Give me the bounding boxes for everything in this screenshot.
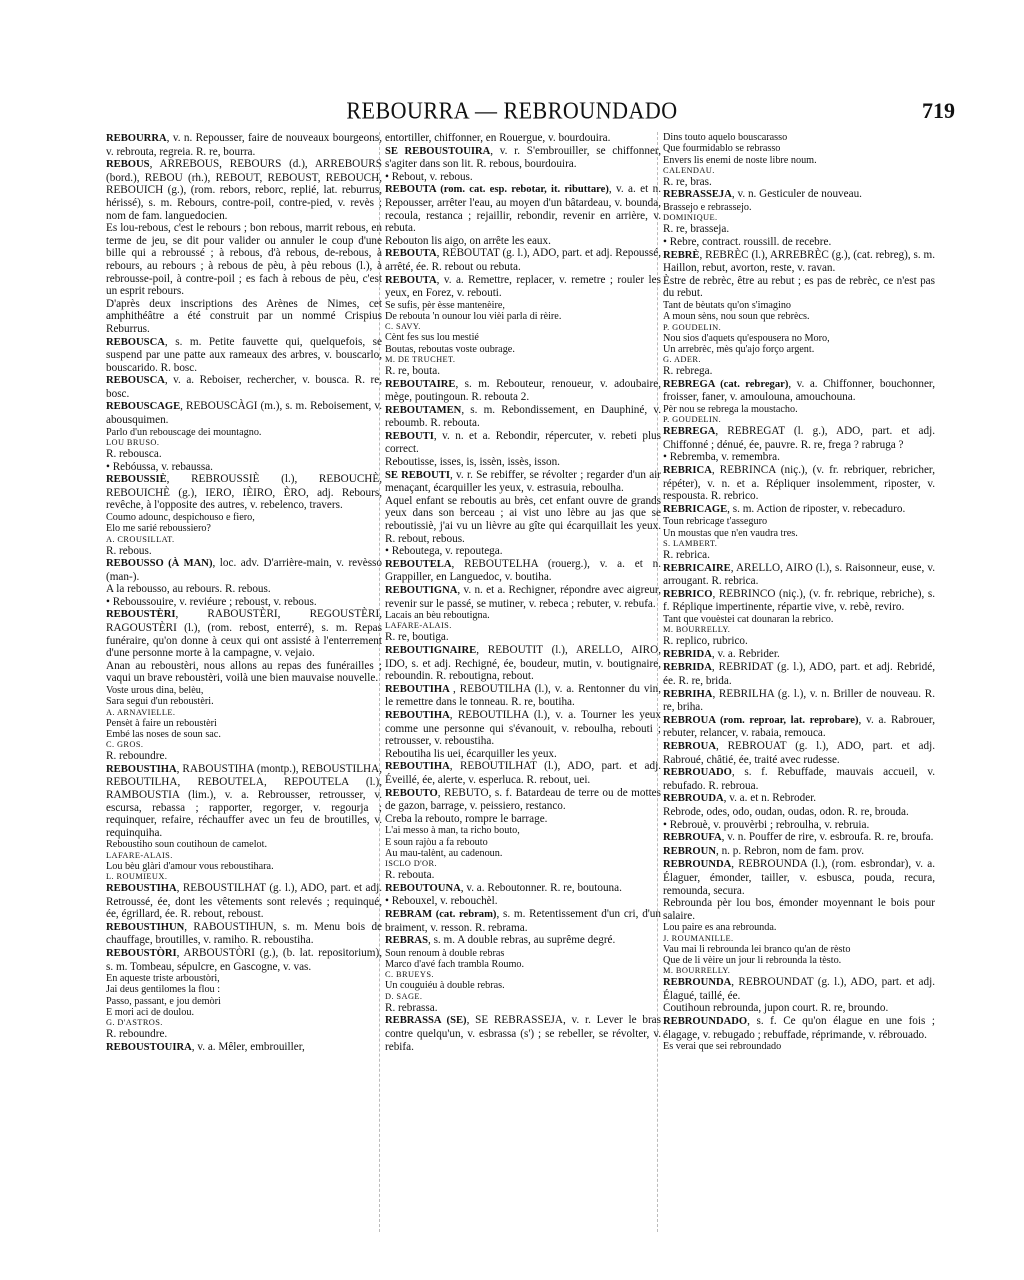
dictionary-entry: REBRAM (cat. rebram), s. m. Retentissement d'un cri, d'un braiment, v. resson. R. rebrama.	[385, 908, 661, 934]
dictionary-entry: REBOUSCAGE, REBOUSCÀGI (m.), s. m. Reboisement, v. abousquimen.	[106, 400, 382, 427]
dictionary-entry: REBRÈ, REBRÈC (l.), ARREBRÈC (g.), (cat. rebreg), s. m. Haillon, rebut, avorton, reste, v. ravan.	[663, 248, 935, 275]
quotation-verse: Tant de bèutats qu'on s'imagino A moun sèns, nou soun que rebrècs.	[663, 299, 810, 323]
dictionary-entry: REBRICO, REBRINCO (niç.), (v. fr. rebrique, rebriche), s. f. Réplique impertinente, répartie vive, v. rebè, reviro.	[663, 587, 935, 614]
quotation-author: M. BOURRELLY.	[663, 625, 731, 635]
quotation-verse: Vau mai li rebrounda lei branco qu'an de rèsto Que de li vèire un jour li rebrounda la tèsto.	[663, 943, 851, 966]
dictionary-entry: • Reboussouire, v. reviéure ; reboust, v. rebous.	[106, 595, 317, 608]
quotation-verse: Un couguiéu à double rebras.	[385, 980, 505, 992]
quotation-author: M. BOURRELLY.	[663, 966, 731, 976]
quotation-author: M. DE TRUCHET.	[385, 354, 456, 364]
dictionary-entry: REBOUSTIHA, REBOUSTILHAT (g. l.), ADO, part. et adj. Retroussé, ée, dont les vêtements sont relevés ; requinqué, ée, égrillard, ée. R. rebout, reboust.	[106, 881, 382, 921]
dictionary-entry: R. re, bouta.	[385, 364, 440, 377]
quotation-verse: Pensèt à faire un reboustèri Embé las noses de soun sac.	[106, 717, 221, 740]
dictionary-entry: REBOUSTÒRI, ARBOUSTÒRI (g.), (b. lat. repositorium), s. m. Tombeau, sépulcre, en Gascogne, v. vas.	[106, 946, 382, 973]
column-middle	[385, 132, 661, 1053]
quotation-verse: Nou sios d'aquets qu'espousera no Moro, Un arrebrèc, mès qu'ajo forço argent.	[663, 332, 830, 355]
dictionary-entry: R. reboundre.	[106, 750, 168, 763]
quotation-author: P. GOUDELIN.	[663, 322, 722, 332]
quotation-verse: Cènt fes sus lou mestié Boutas, reboutas voste oubrage.	[385, 332, 515, 355]
dictionary-entry: R. rebouta.	[385, 869, 435, 882]
dictionary-entry: REBOUTAIRE, s. m. Rebouteur, renoueur, v. adoubaire, mège, poutingoun. R. rebouta 2.	[385, 377, 661, 404]
dictionary-entry: REBROUA (rom. reproar, lat. reprobare), v. a. Rabrouer, rebuter, relancer, v. rabaia, remouca.	[663, 713, 936, 740]
quotation-verse: Brassejo e rebrassejo.	[663, 202, 752, 214]
quotation-verse: L'ai messo à man, ta richo bouto, E soun rajòu a fa rebouto Au mau-talènt, au cadenoun.	[385, 825, 520, 859]
page-header-title: REBOURRA — REBROUNDADO	[346, 96, 678, 125]
dictionary-entry: • Reboutega, v. repoutega.	[385, 545, 503, 558]
dictionary-entry: REBRICAGE, s. m. Action de riposter, v. rebecaduro.	[663, 502, 906, 515]
dictionary-entry: R. re, bras.	[663, 175, 712, 188]
dictionary-entry: SE REBOUSTOUIRA, v. r. S'embrouiller, se chiffonner, s'agiter dans son lit. R. rebous, bourdouira.	[385, 144, 661, 171]
quotation-author: C. BRUEYS.	[385, 970, 434, 980]
dictionary-entry: REBOUTOUNA, v. a. Reboutonner. R. re, boutouna.	[385, 881, 622, 894]
dictionary-entry: R. re, boutiga.	[385, 631, 449, 644]
dictionary-entry: REBROUNDA, REBROUNDAT (g. l.), ADO, part. et adj. Élagué, taillé, ée.	[663, 976, 935, 1002]
dictionary-entry: REBOUTAMEN, s. m. Rebondissement, en Dauphiné, v. reboumb. R. rebouta.	[385, 403, 661, 430]
quotation-author: J. ROUMANILLE.	[663, 933, 734, 943]
quotation-verse: Tant que vouèstei cat dounaran la rebrico.	[663, 613, 834, 625]
quotation-author: ISCLO D'OR.	[385, 859, 437, 869]
dictionary-entry: REBREGA (cat. rebregar), v. a. Chiffonner, bouchonner, froisser, faner, v. amoulouna, amouchouna.	[663, 377, 935, 404]
dictionary-entry: A la rebousso, au rebours. R. rebous.	[106, 583, 271, 596]
dictionary-entry: REBOUTELA, REBOUTELHA (rouerg.), v. a. et n. Grappiller, en Languedoc, v. boutiha.	[385, 557, 661, 584]
dictionary-entry: • Rebouxel, v. rebouchèl.	[385, 895, 498, 908]
dictionary-entry: R. reboundre.	[106, 1028, 168, 1041]
dictionary-entry: REBROUA, REBROUAT (g. l.), ADO, part. et adj. Rabroué, châtié, ée, traité avec rudesse.	[663, 739, 935, 766]
dictionary-entry: • Rebrouè, v. prouvèrbi ; rebroulha, v. rebruia.	[663, 818, 870, 831]
quotation-verse: Lou bèu glàri d'amour vous reboustihara.	[106, 860, 274, 872]
dictionary-entry: REBRICAIRE, ARELLO, AIRO (l.), s. Raisonneur, euse, v. arrougant. R. rebrica.	[663, 561, 935, 588]
dictionary-entry: REBOUTIHA, REBOUTILHAT (l.), ADO, part. et adj. Éveillé, ée, alerte, v. esperluca. R. rebout, uei.	[385, 760, 661, 787]
dictionary-entry: REBRASSA (SE), SE REBRASSEJA, v. r. Lever le bras contre quelqu'un, v. esbrassa (s') ; se rebeller, se révolter, v. rebifa.	[385, 1014, 661, 1053]
dictionary-entry: Reboutisse, isses, is, issèn, issès, isson.	[385, 456, 560, 469]
dictionary-entry: R. rebrica.	[663, 548, 710, 561]
quotation-author: D. SAGE.	[385, 991, 423, 1001]
quotation-verse: En aqueste triste arboustòri, Jai deus gentilomes la flou : Passo, passant, e jou demòri E mori aci de doulou.	[106, 973, 221, 1019]
dictionary-entry: REBRAS, s. m. A double rebras, au suprême degré.	[385, 934, 616, 947]
quotation-author: LOU BRUSO.	[106, 437, 160, 447]
quotation-verse: Parlo d'un rebouscage dei mountagno.	[106, 426, 262, 438]
quotation-author: P. GOUDELIN.	[663, 415, 722, 425]
dictionary-entry: Èstre de rebrèc, être au rebut ; es pas de rebrèc, ce n'est pas du rebut.	[663, 274, 935, 300]
dictionary-entry: REBOUTIGNA, v. n. et a. Rechigner, répondre avec aigreur, revenir sur le passé, se mutiner, v. rebeca ; rebuter, v. rebufa.	[385, 584, 661, 610]
quotation-verse: Toun rebricage t'asseguro Un moustas que n'en vaudra tres.	[663, 516, 798, 539]
dictionary-entry: REBOUTIHA , REBOUTILHA (l.), v. a. Rentonner du vin, le remettre dans le tonneau. R. re, boutiha.	[385, 682, 661, 709]
quotation-author: G. ADER.	[663, 355, 701, 365]
dictionary-entry: R. rebous.	[106, 544, 152, 557]
quotation-author: S. LAMBERT.	[663, 538, 718, 548]
dictionary-entry: REBOUSTOUIRA, v. a. Mêler, embrouiller,	[106, 1040, 305, 1053]
dictionary-entry: REBRIDA, v. a. Rebrider.	[663, 647, 780, 660]
dictionary-entry: REBREGA, REBREGAT (l. g.), ADO, part. et adj. Chiffonné ; dénué, ée, pauvre. R. re, frega ? rabruga ?	[663, 425, 935, 451]
dictionary-entry: Rebrounda pèr lou bos, émonder moyennant le bois pour salaire.	[663, 897, 935, 922]
dictionary-entry: REBOUSTÈRI, RABOUSTÈRI, REGOUSTÈRI, RAGOUSTÈRI (l.), (rom. rebost, enterré), s. m. Repas funéraire, qu'on donne à ceux qui ont assisté à l'enterrement d'une personne morte à la campagne, v. vejaio.	[106, 608, 382, 660]
dictionary-entry: REBROUNDADO, s. f. Ce qu'on élague en une fois ; élagage, v. rebugado ; rebuffade, réprimande, v. rébrouado.	[663, 1014, 935, 1041]
quotation-author: C. SAVY.	[385, 322, 421, 332]
dictionary-entry: R. rebrega.	[663, 365, 713, 378]
dictionary-entry: REBOUSSO (À MAN), loc. adv. D'arrière-main, v. revèsso (man-).	[106, 557, 382, 583]
quotation-author: L. ROUMIEUX.	[106, 871, 168, 881]
dictionary-entry: SE REBOUTI, v. r. Se rebiffer, se révolter ; regarder d'un air menaçant, écarquiller les yeux, v. estrasuia, reboulha.	[385, 468, 661, 495]
quotation-verse: Voste urous dina, belèu, Sara segui d'un reboustèri.	[106, 685, 214, 708]
dictionary-entry: REBOUTI, v. n. et a. Rebondir, répercuter, v. rebeti plus correct.	[385, 429, 661, 456]
dictionary-entry: REBOUSCA, s. m. Petite fauvette qui, quelquefois, se suspend par une patte aux rameaux des arbres, v. bouscarlo, bouscarido. R. bosc.	[106, 335, 382, 374]
dictionary-entry: Coutihoun rebrounda, jupon court. R. re, broundo.	[663, 1002, 889, 1015]
dictionary-entry: REBRIHA, REBRILHA (g. l.), v. n. Briller de nouveau. R. re, briha.	[663, 687, 935, 714]
dictionary-entry: Rebouton lis aigo, on arrête les eaux.	[385, 234, 551, 247]
quotation-verse: Soun renoum à double rebras Marco d'avé fach trambla Roumo.	[385, 947, 525, 971]
dictionary-entry: REBRICA, REBRINCA (niç.), (v. fr. rebriquer, rebricher, répéter), v. n. et a. Répliquer insolemment, riposter, v. respousta. R. rebrico.	[663, 463, 935, 503]
quotation-author: LAFARE-ALAIS.	[106, 850, 173, 860]
quotation-author: DOMINIQUE.	[663, 213, 718, 223]
quotation-verse: Coumo adounc, despichouso e fiero, Elo me sarié reboussiero?	[106, 511, 255, 535]
quotation-author: G. D'ASTROS.	[106, 1018, 163, 1028]
dictionary-entry: Rebrode, odes, odo, oudan, oudas, odon. R. re, brouda.	[663, 805, 909, 818]
dictionary-entry: Creba la rebouto, rompre le barrage.	[385, 812, 548, 825]
quotation-author: LAFARE-ALAIS.	[385, 621, 452, 631]
dictionary-entry: REBOURRA, v. n. Repousser, faire de nouveaux bourgeons, v. rebrouta, regreia. R. re, bourra.	[106, 132, 382, 158]
dictionary-entry: REBRIDA, REBRIDAT (g. l.), ADO, part. et adj. Rebridé, ée. R. re, brida.	[663, 661, 935, 687]
dictionary-entry: R. re, brasseja.	[663, 223, 730, 236]
quotation-author: A. ARNAVIELLE.	[106, 707, 176, 717]
dictionary-entry: R. rebousca.	[106, 447, 162, 460]
dictionary-entry: REBOUTA, REBOUTAT (g. l.), ADO, part. et adj. Repoussé, arrêté, ée. R. rebout ou rebuta.	[385, 247, 661, 273]
dictionary-entry: Aquel enfant se reboutis au brès, cet enfant ouvre de grands yeux dans son berceau ; ai vist uno lèbre au jas que se reboutissiè, j'ai vu un lièvre au gîte qui écarquillait les yeux. R. rebout, rebous.	[385, 494, 661, 545]
quotation-verse: Se sufis, pèr èsse mantenèire, De rebouta 'n ounour lou vièi parla di rèire.	[385, 299, 562, 323]
column-right	[663, 132, 935, 1052]
dictionary-entry: REBOUSCA, v. a. Reboiser, rechercher, v. bousca. R. re, bosc.	[106, 374, 382, 400]
dictionary-entry: entortiller, chiffonner, en Rouergue, v. bourdouira.	[385, 132, 611, 144]
dictionary-entry: REBOUTO, REBUTO, s. f. Batardeau de terre ou de mottes de gazon, barrage, v. peissiero, restanco.	[385, 786, 661, 813]
dictionary-entry: Anan au reboustèri, nous allons au repas des funérailles ; vaqui un brave reboustèri, voilà une bien mauvaise nouvelle.	[106, 659, 382, 685]
dictionary-entry: R. rebrassa.	[385, 1001, 438, 1014]
dictionary-entry: REBROUADO, s. f. Rebuffade, mauvais accueil, v. rebufado. R. rebroua.	[663, 766, 935, 792]
quotation-verse: Lacais an bèu reboutigna.	[385, 610, 490, 622]
dictionary-entry: REBROUNDA, REBROUNDA (l.), (rom. esbrondar), v. a. Élaguer, émonder, tailler, v. esbusca, pouda, recura, remounda, secura.	[663, 858, 935, 897]
dictionary-entry: • Rebremba, v. remembra.	[663, 451, 780, 464]
dictionary-entry: REBRASSEJA, v. n. Gesticuler de nouveau.	[663, 188, 862, 201]
quotation-verse: Lou paire es ana rebrounda.	[663, 922, 777, 934]
dictionary-entry: • Rebóussa, v. rebaussa.	[106, 460, 213, 473]
dictionary-entry: Reboutiha lis uei, écarquiller les yeux.	[385, 747, 557, 760]
dictionary-entry: • Rebout, v. rebous.	[385, 170, 473, 183]
quotation-author: A. CROUSILLAT.	[106, 534, 175, 544]
quotation-verse: Pèr nou se rebrega la moustacho.	[663, 403, 798, 415]
dictionary-entry: REBROUDA, v. a. et n. Rebroder.	[663, 792, 817, 805]
dictionary-entry: REBROUN, n. p. Rebron, nom de fam. prov.	[663, 844, 865, 857]
dictionary-entry: REBOUTIHA, REBOUTILHA (l.), v. a. Tourner les yeux comme une personne qui s'évanouit, v. reboulha, rebouti ; retrousser, v. reboustiha.	[385, 709, 661, 748]
dictionary-entry: REBOUSTIHA, RABOUSTIHA (montp.), REBOUSTILHA, REBOUTILHA, REBOUTELA, REPOUTELA (l.), RAMBOUSTIA (lim.), v. a. Rebrousser, retrousser, v. escursa, rebassa ; rapporter, regorger, v. regourja ; requinquer, refaire, réchauffer avec un feu de broutilles, v. requinquiha.	[106, 762, 382, 839]
dictionary-entry: REBOUS, ARREBOUS, REBOURS (d.), ARREBOURS (bord.), REBOU (rh.), REBOUT, REBOUST, REBOUCH, REBOUICH (g.), (rom. rebors, reborc, replié, lat. reburrus, hérissé), s. m. Rebours, contre-poil, contre-pied, v. revès ; nom de fam. languedocien.	[106, 158, 382, 222]
page-number: 719	[922, 98, 955, 123]
dictionary-entry: REBOUTIGNAIRE, REBOUTIT (l.), ARELLO, AIRO, IDO, s. et adj. Rechigné, ée, boudeur, mutin, v. boutignaire, reboundin. R. reboutigna, rebout.	[385, 644, 661, 683]
dictionary-entry: REBOUSSIÈ, REBROUSSIÈ (l.), REBOUCHÈ, REBOUICHÈ (g.), IERO, IÈIRO, ÈRO, adj. Rebours, revêche, à l'opposite des autres, v. rebelenco, travers.	[106, 473, 382, 512]
quotation-verse: Es verai que sei rebroundado	[663, 1041, 782, 1053]
quotation-author: C. GROS.	[106, 740, 144, 750]
dictionary-entry: Es lou-rebous, c'est le rebours ; bon rebous, marrit rebous, en terme de jeu, se dit pour valider ou annuler le coup d'une bille qui a rebroussé ; à rebous, d'à rebous, de-rebous, à rebours, au rebours ; à rebous de pèu, à pèu rebous (l.), à rebrousse-poil, à contre-poil ; es fach à rebous de pèu, c'est un esprit rebours.	[106, 222, 382, 298]
quotation-author: CALENDAU.	[663, 165, 715, 175]
dictionary-entry: REBOUSTIHUN, RABOUSTIHUN, s. m. Menu bois de chauffage, broutilles, v. ramiho. R. reboustiha.	[106, 920, 382, 947]
quotation-verse: Dins touto aquelo bouscarasso Que fourmidablo se rebrasso Envers lis enemi de noste libre noum.	[663, 132, 817, 166]
column-left	[106, 132, 382, 1055]
dictionary-entry: D'après deux inscriptions des Arènes de Nimes, cet amphithéâtre a été construit par un nommé Crispius Reburrus.	[106, 297, 382, 335]
dictionary-entry: • Rebre, contract. roussill. de recebre.	[663, 235, 832, 248]
dictionary-entry: REBOUTA, v. a. Remettre, replacer, v. remetre ; rouler les yeux, en Forez, v. rebouti.	[385, 273, 661, 300]
dictionary-entry: REBROUFA, v. n. Pouffer de rire, v. esbroufa. R. re, broufa.	[663, 831, 934, 844]
dictionary-entry: R. replico, rubrico.	[663, 635, 748, 648]
dictionary-entry: REBOUTA (rom. cat. esp. rebotar, it. ributtare), v. a. et n. Repousser, arrêter l'eau, au moyen d'un bâtardeau, v. bounda, recoula, restanca ; rejaillir, rebondir, revenir en arrière, v. rebuta.	[385, 183, 661, 235]
quotation-verse: Reboustiho soun coutihoun de camelot.	[106, 839, 267, 851]
